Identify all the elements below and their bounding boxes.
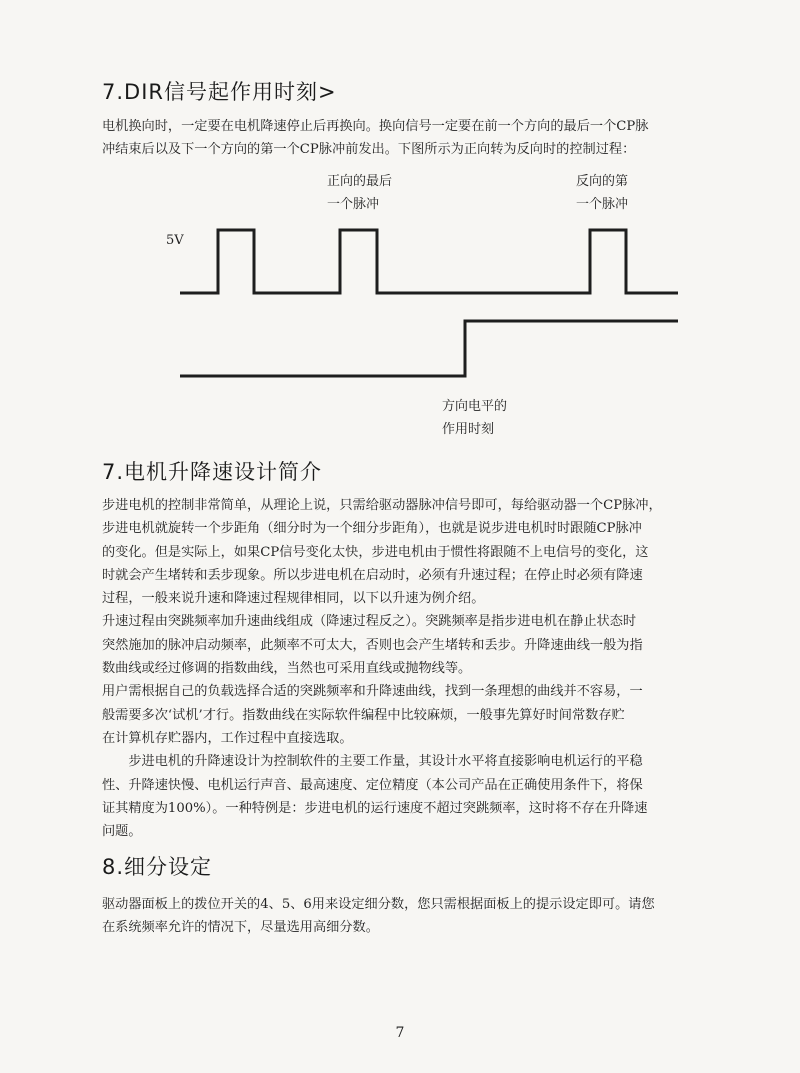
paragraph-accel-design	[102, 494, 722, 843]
text-line: 性、升降速快慢、电机运行声音、最高速度、定位精度（本公司产品在正确使用条件下，将保	[102, 777, 643, 793]
text-line: 在系统频率允许的情况下，尽量选用高细分数。	[102, 920, 379, 936]
heading-accel-design: 7.电机升降速设计简介	[102, 460, 323, 484]
text-line: 时就会产生堵转和丢步现象。所以步进电机在启动时，必须有升速过程；在停止时必须有降速	[102, 567, 643, 583]
text-line: 在计算机存贮器内，工作过程中直接选取。	[102, 730, 353, 746]
page-number: 7	[395, 1025, 405, 1041]
text-line: 数曲线或经过修调的指数曲线，当然也可采用直线或抛物线等。	[102, 661, 472, 677]
text-line: 般需要多次‘试机’才行。指数曲线在实际软件编程中比较麻烦，一般事先算好时间常数存贮	[102, 707, 625, 723]
heading-dir-signal: 7.DIR信号起作用时刻>	[102, 80, 337, 104]
text-line: 电机换向时，一定要在电机降速停止后再换向。换向信号一定要在前一个方向的最后一个CP脉	[102, 119, 649, 134]
text-line: 步进电机就旋转一个步距角（细分时为一个细分步距角），也就是说步进电机时时跟随CP脉冲	[102, 521, 642, 537]
text-line: 驱动器面板上的拨位开关的4、5、6用来设定细分数，您只需根据面板上的提示设定即可。请您	[102, 897, 655, 912]
label-line: 作用时刻	[442, 422, 495, 437]
text-line: 过程，一般来说升速和降速过程规律相同，以下以升速为例介绍。	[102, 591, 485, 607]
text-line: 步进电机的控制非常简单，从理论上说，只需给驱动器脉冲信号即可，每给驱动器一个CP脉冲，	[102, 498, 662, 513]
text-line: 问题。	[102, 824, 142, 840]
label-line: 一个脉冲	[327, 197, 380, 212]
text-line: 步进电机的升降速设计为控制软件的主要工作量，其设计水平将直接影响电机运行的平稳	[102, 754, 643, 770]
label-line: 方向电平的	[442, 399, 508, 414]
text-line: 证其精度为100%）。一种特例是：步进电机的运行速度不超过突跳频率，这时将不存在升降速	[102, 800, 648, 816]
label-line: 反向的第	[576, 174, 629, 189]
text-line: 冲结束后以及下一个方向的第一个CP脉冲前发出。下图所示为正向转为反向时的控制过程：	[102, 142, 636, 158]
label-5v: 5V	[166, 233, 184, 248]
paragraph-subdivision	[102, 893, 722, 940]
pulse-signal-line	[180, 230, 678, 293]
label-line: 正向的最后	[327, 174, 393, 189]
label-reverse-first-pulse	[576, 170, 628, 216]
label-forward-last-pulse	[327, 170, 392, 216]
text-line: 升速过程由突跳频率加升速曲线组成（降速过程反之）。突跳频率是指步进电机在静止状态时	[102, 614, 637, 630]
heading-subdivision: 8.细分设定	[102, 855, 213, 879]
direction-signal-line	[180, 321, 678, 376]
label-line: 一个脉冲	[576, 197, 629, 212]
label-direction-timing	[442, 395, 507, 441]
text-line: 用户需根据自己的负载选择合适的突跳频率和升降速曲线，找到一条理想的曲线并不容易，一	[102, 684, 643, 700]
text-line: 的变化。但是实际上，如果CP信号变化太快，步进电机由于惯性将跟随不上电信号的变化，这	[102, 544, 649, 560]
text-line: 突然施加的脉冲启动频率，此频率不可太大，否则也会产生堵转和丢步。升降速曲线一般为指	[102, 637, 643, 653]
